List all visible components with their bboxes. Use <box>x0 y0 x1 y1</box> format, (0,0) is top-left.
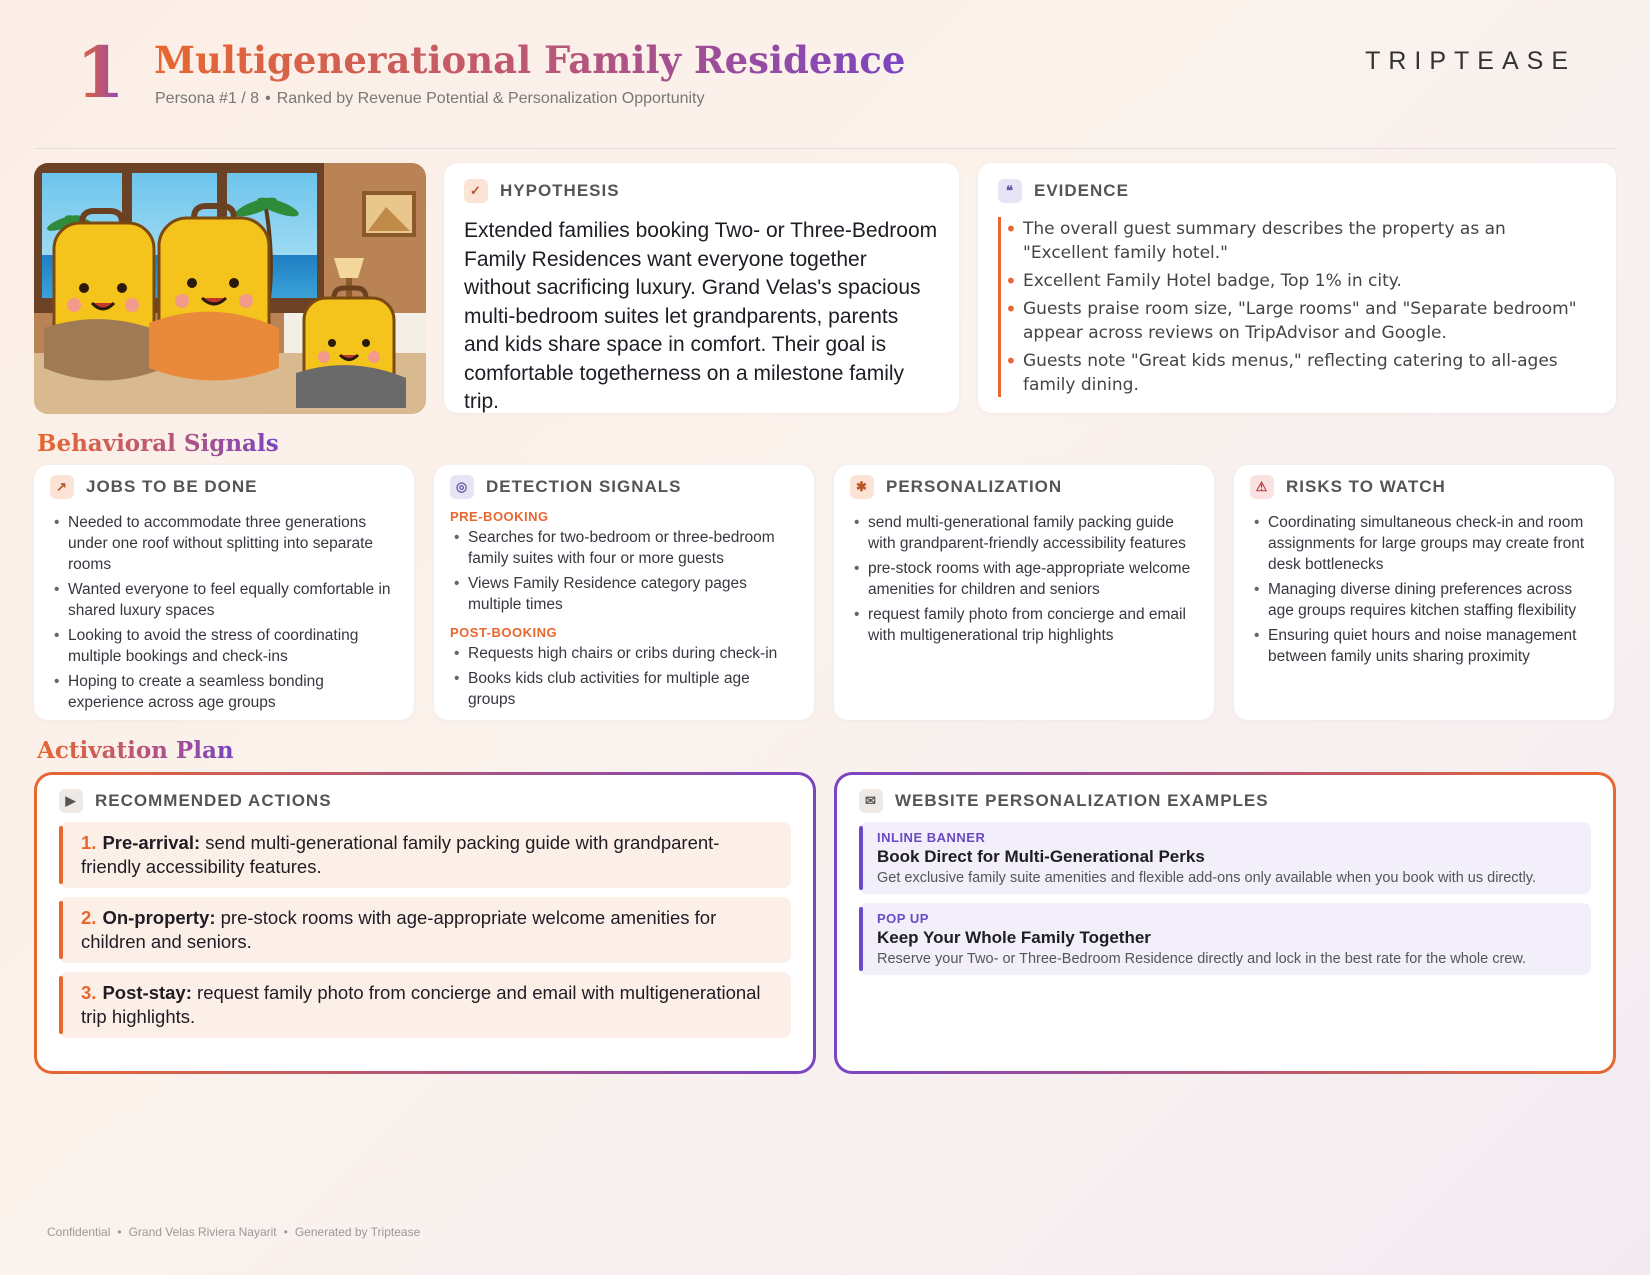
activation-plan-title: Activation Plan <box>37 737 234 764</box>
action-label: Post-stay: <box>102 982 192 1003</box>
evidence-item: • Excellent Family Hotel badge, Top 1% in city. <box>1023 269 1596 293</box>
footer-property: Grand Velas Riviera Nayarit <box>128 1225 277 1239</box>
list-item: • Needed to accommodate three generations under one roof without splitting into separate rooms <box>50 512 398 575</box>
website-personalization-inner <box>837 775 1613 1071</box>
footer: Confidential • Grand Velas Riviera Nayarit • Generated by Triptease <box>47 1225 421 1239</box>
action-item <box>59 897 791 963</box>
luggage-character-middle <box>149 206 279 381</box>
detection-header <box>450 475 798 499</box>
post-booking-list <box>450 643 798 710</box>
evidence-list <box>1023 217 1596 397</box>
example-title: Keep Your Whole Family Together <box>877 928 1151 947</box>
evidence-header <box>998 179 1596 203</box>
behavioral-signals-title: Behavioral Signals <box>37 430 279 457</box>
persona-index: Persona #1 / 8 <box>155 90 260 107</box>
personalization-heading: PERSONALIZATION <box>886 477 1063 496</box>
actions-heading: RECOMMENDED ACTIONS <box>95 791 332 810</box>
actions-list <box>59 822 791 1038</box>
jobs-list <box>50 512 398 713</box>
hypothesis-heading: HYPOTHESIS <box>500 181 620 200</box>
website-example <box>859 822 1591 894</box>
pre-booking-label: PRE-BOOKING <box>450 509 549 524</box>
post-booking-label: POST-BOOKING <box>450 625 558 640</box>
action-label: Pre-arrival: <box>102 832 201 853</box>
sparkle-icon: ✱ <box>850 475 874 499</box>
action-number: 2. <box>81 907 97 928</box>
risks-heading: RISKS TO WATCH <box>1286 477 1446 496</box>
pre-booking-list <box>450 527 798 615</box>
warning-icon: ⚠ <box>1250 475 1274 499</box>
action-number: 3. <box>81 982 97 1003</box>
list-item: • Searches for two-bedroom or three-bedroom family suites with four or more guests <box>450 527 798 569</box>
jobs-card <box>34 465 414 720</box>
website-examples-list <box>859 822 1591 975</box>
list-item: • Views Family Residence category pages multiple times <box>450 573 798 615</box>
website-heading: WEBSITE PERSONALIZATION EXAMPLES <box>895 791 1269 810</box>
website-personalization-panel <box>834 772 1616 1074</box>
hypothesis-text: Extended families booking Two- or Three-Bedroom Family Residences want everyone together without sacrificing luxury. Grand Velas's spacious multi-bedroom suites let grandparents, parents and kids share space in comfort. Their goal is comfortable togetherness on a milestone family trip. <box>464 219 938 413</box>
brand-logo: TRIPTEASE <box>1365 47 1576 75</box>
action-text: request family photo from concierge and email with multigenerational trip highlights. <box>81 982 761 1027</box>
list-item: • Managing diverse dining preferences across age groups requires kitchen staffing flexibility <box>1250 579 1598 621</box>
action-number: 1. <box>81 832 97 853</box>
evidence-item: • Guests note "Great kids menus," reflecting catering to all-ages family dining. <box>1023 349 1596 397</box>
persona-number: 1 <box>76 31 125 114</box>
risks-header <box>1250 475 1598 499</box>
list-item: • Looking to avoid the stress of coordinating multiple bookings and check-ins <box>50 625 398 667</box>
check-icon: ✓ <box>464 179 488 203</box>
action-text: send multi-generational family packing guide with grandparent-friendly accessibility features. <box>81 832 720 877</box>
action-item <box>59 972 791 1038</box>
list-item: • Coordinating simultaneous check-in and room assignments for large groups may create front desk bottlenecks <box>1250 512 1598 575</box>
hero-illustration <box>34 163 426 414</box>
example-description: Get exclusive family suite amenities and flexible add-ons only available when you book with us directly. <box>877 870 1537 886</box>
evidence-item: • The overall guest summary describes the property as an "Excellent family hotel." <box>1023 217 1596 265</box>
evidence-card <box>978 163 1616 413</box>
arrow-up-right-icon: ↗ <box>50 475 74 499</box>
list-item: • Ensuring quiet hours and noise management between family units sharing proximity <box>1250 625 1598 667</box>
list-item: • Wanted everyone to feel equally comfortable in shared luxury spaces <box>50 579 398 621</box>
luggage-character-right <box>296 288 406 408</box>
detection-heading: DETECTION SIGNALS <box>486 477 682 496</box>
quote-icon: ❝ <box>998 179 1022 203</box>
list-item: • Books kids club activities for multiple age groups <box>450 668 798 710</box>
list-item: • request family photo from concierge and email with multigenerational trip highlights <box>850 604 1198 646</box>
evidence-heading: EVIDENCE <box>1034 181 1129 200</box>
list-item: • Hoping to create a seamless bonding experience across age groups <box>50 671 398 713</box>
risks-card <box>1234 465 1614 720</box>
website-example <box>859 903 1591 975</box>
luggage-character-left <box>44 211 164 381</box>
recommended-actions-inner <box>37 775 813 1071</box>
detection-card <box>434 465 814 720</box>
mail-icon: ✉ <box>859 789 883 813</box>
action-item <box>59 822 791 888</box>
list-item: • send multi-generational family packing guide with grandparent-friendly accessibility features <box>850 512 1198 554</box>
example-title: Book Direct for Multi-Generational Perks <box>877 847 1205 866</box>
footer-confidential: Confidential <box>47 1225 111 1239</box>
example-type: POP UP <box>877 911 929 926</box>
personalization-list <box>850 512 1198 646</box>
play-icon: ▶ <box>59 789 83 813</box>
recommended-actions-panel <box>34 772 816 1074</box>
ranking-text: Ranked by Revenue Potential & Personalization Opportunity <box>276 90 705 107</box>
hypothesis-header <box>464 179 939 203</box>
target-icon: ◎ <box>450 475 474 499</box>
example-description: Reserve your Two- or Three-Bedroom Residence directly and lock in the best rate for the whole crew. <box>877 951 1527 967</box>
page-title: Multigenerational Family Residence <box>154 38 906 82</box>
jobs-heading: JOBS TO BE DONE <box>86 477 258 496</box>
evidence-list-wrap <box>998 217 1596 397</box>
list-item: • pre-stock rooms with age-appropriate welcome amenities for children and seniors <box>850 558 1198 600</box>
website-header <box>859 789 1591 813</box>
hypothesis-card <box>444 163 959 413</box>
personalization-card <box>834 465 1214 720</box>
action-label: On-property: <box>102 907 216 928</box>
personalization-header <box>850 475 1198 499</box>
jobs-header <box>50 475 398 499</box>
example-type: INLINE BANNER <box>877 830 986 845</box>
header-divider <box>34 148 1616 149</box>
actions-header <box>59 789 791 813</box>
evidence-item: • Guests praise room size, "Large rooms" and "Separate bedroom" appear across reviews on TripAdvisor and Google. <box>1023 297 1596 345</box>
footer-generated: Generated by Triptease <box>294 1225 421 1239</box>
risks-list <box>1250 512 1598 667</box>
page-subtitle: Persona #1 / 8 • Ranked by Revenue Potential & Personalization Opportunity <box>155 90 705 107</box>
action-text: pre-stock rooms with age-appropriate welcome amenities for children and seniors. <box>81 907 717 952</box>
list-item: • Requests high chairs or cribs during check-in <box>450 643 798 664</box>
